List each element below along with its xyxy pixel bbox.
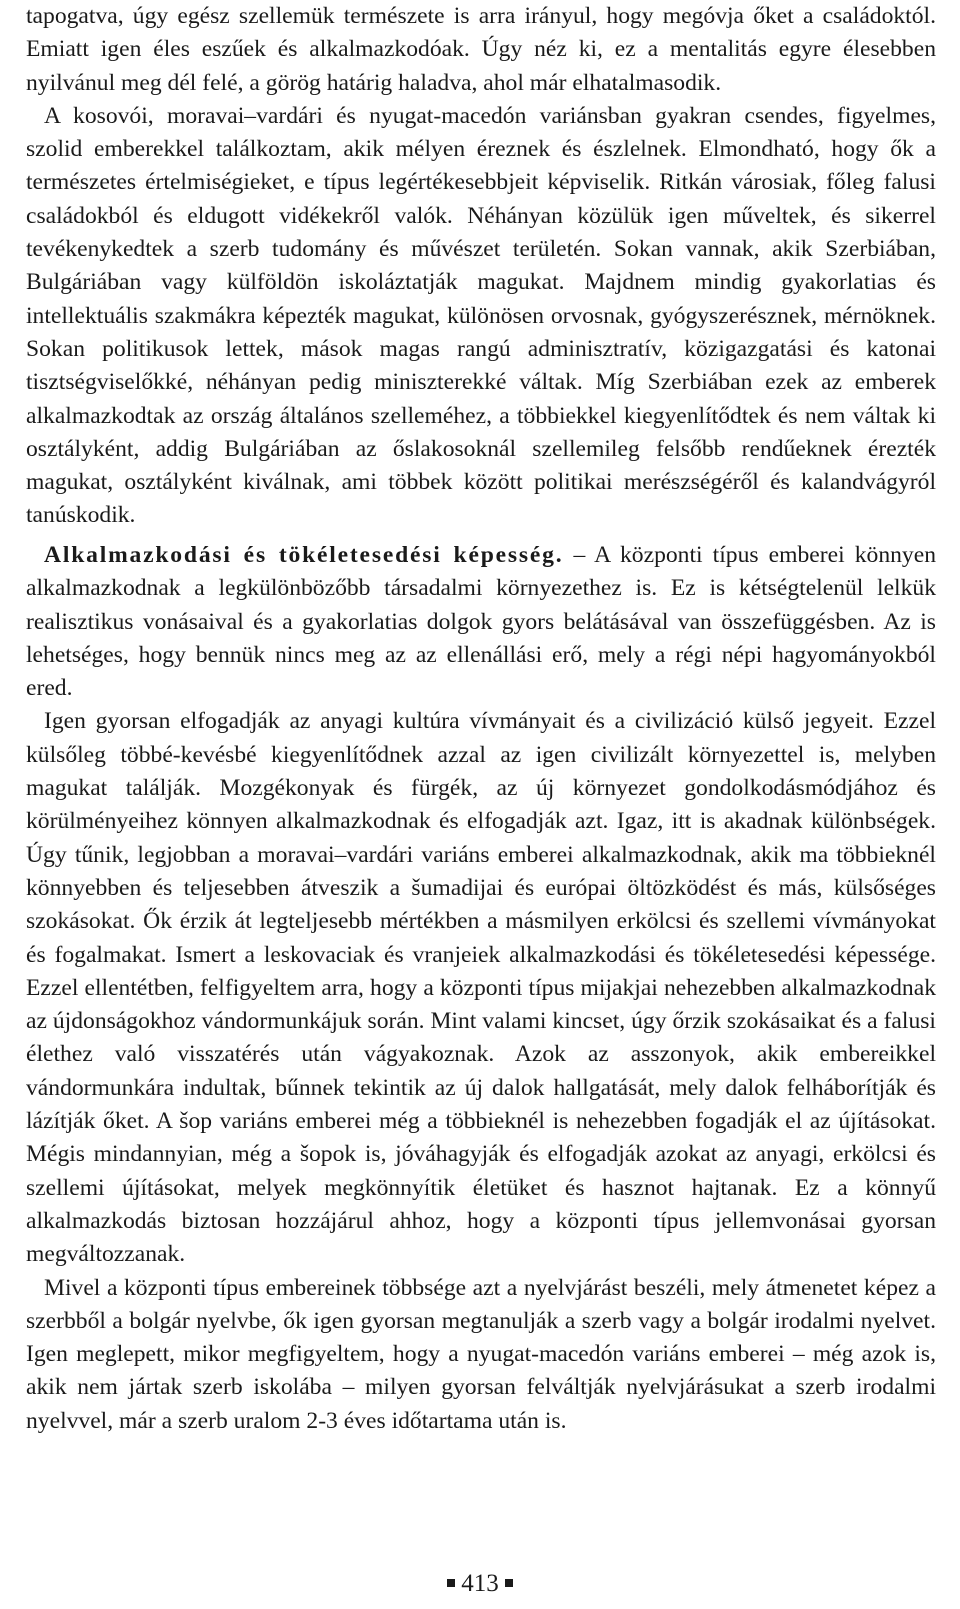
square-bullet-icon xyxy=(505,1579,513,1587)
paragraph-adaptability-text: – A központi típus emberei könnyen alkalmazkodnak a legkülönbözőbb társadalmi környezethez is. Ez is kétségtelenül lelkük realisztikus vonásaival és a gyakorlatias dolgok gyors belátásával van összefüggésben. Az is lehetséges, hogy bennük nincs meg az az ellenállási erő, mely a régi népi hagyományokból ered. xyxy=(26,542,936,702)
section-heading: Alkalmazkodási és tökéletesedési képesség. xyxy=(44,542,564,568)
paragraph-language: Mivel a központi típus embereinek többsége azt a nyelvjárást beszéli, mely átmenetet képez a szerbből a bolgár nyelvbe, ők igen gyorsan megtanulják a szerb vagy a bolgár irodalmi nyelvet. Igen meglepett, mikor megfigyeltem, hogy a nyugat-macedón variáns emberei – még azok is, akik nem jártak szerb iskolába – milyen gyorsan felváltják nyelvjárásukat a szerb irodalmi nyelvvel, már a szerb uralom 2-3 éves időtartama után is. xyxy=(26,1274,936,1434)
paragraph-adaptability-intro xyxy=(26,539,936,705)
text-column-top xyxy=(26,0,936,533)
paragraph-continuation: tapogatva, úgy egész szellemük természete is arra irányul, hogy megóvja őket a családoktól. Emiatt igen éles eszűek és alkalmazkodóak. Úgy néz ki, ez a mentalitás egyre élesebben nyilvánul meg dél felé, a görög határig haladva, ahol már elhatalmasodik. xyxy=(26,3,936,96)
paragraph-kosovo-variants: A kosovói, moravai–vardári és nyugat-macedón variánsban gyakran csendes, figyelmes, szolid emberekkel találkoztam, akik mélyen éreznek és észlelnek. Elmondható, hogy ők a természetes értelmiségieket, e típus legértékesebbjeit képviselik. Ritkán városiak, főleg falusi családokból és eldugott vidékekről valók. Néhányan közülük igen műveltek, és sikerrel tevékenykedtek a szerb tudomány és művészet területén. Sokan vannak, akik Szerbiában, Bulgáriában vagy külföldön iskoláztatják magukat. Majdnem mindig gyakorlatias és intellektuális szakmákra képezték magukat, különösen orvosnak, gyógyszerésznek, mérnöknek. Sokan politikusok lettek, mások magas rangú adminisztratív, közigazgatási és katonai tisztségviselőkké, néhányan pedig miniszterekké váltak. Míg Szerbiában ezek az emberek alkalmazkodtak az ország általános szelleméhez, a többiekkel kiegyenlítődtek és nem váltak ki osztályként, addig Bulgáriában az őslakosoknál szellemileg felsőbb rendűeknek érezték magukat, osztályként kiválnak, ami többek között politikai merészségéről és kalandvágyról tanúskodik. xyxy=(26,102,936,529)
square-bullet-icon xyxy=(447,1579,455,1587)
text-column-bottom xyxy=(26,539,936,1438)
paragraph-material-culture: Igen gyorsan elfogadják az anyagi kultúra vívmányait és a civilizáció külső jegyeit. Ezzel külsőleg többé-kevésbé kiegyenlítődnek azzal az igen civilizált környezettel is, melyben magukat találják. Mozgékonyak és fürgék, az új környezet gondolkodásmódjához és körülményeihez könnyen alkalmazkodnak és elfogadják azt. Igaz, itt is akadnak különbségek. Úgy tűnik, legjobban a moravai–vardári variáns emberei alkalmazkodnak, akik ma többieknél könnyebben és teljesebben átveszik a šumadijai és európai öltözködést és más, külsőséges szokásokat. Ők érzik át legteljesebb mértékben a másmilyen erkölcsi és szellemi vívmányokat és fogalmakat. Ismert a leskovaciak és vranjeiek alkalmazkodási és tökéletesedési képessége. Ezzel ellentétben, felfigyeltem arra, hogy a központi típus mijakjai nehezebben alkalmazkodnak az újdonságokhoz vándormunkájuk során. Mint valami kincset, úgy őrzik szokásaikat és a falusi élethez való visszatérés után vágyakoznak. Azok az asszonyok, akik embereikkel vándormunkára indultak, bűnnek tekintik az új dalok hallgatását, mely dalok felháborítják és lázítják őket. A šop variáns emberei még a többieknél is nehezebben fogadják el az újításokat. Mégis mindannyian, még a šopok is, jóváhagyják és elfogadják azokat az anyagi, erkölcsi és szellemi újításokat, melyek megkönnyítik életüket és hasznot hajtanak. Ez a könnyű alkalmazkodás biztosan hozzájárul ahhoz, hogy a központi típus jellemvonásai gyorsan megváltozzanak. xyxy=(26,708,936,1268)
page-number: 413 xyxy=(461,1570,499,1597)
page-footer xyxy=(0,1567,960,1601)
